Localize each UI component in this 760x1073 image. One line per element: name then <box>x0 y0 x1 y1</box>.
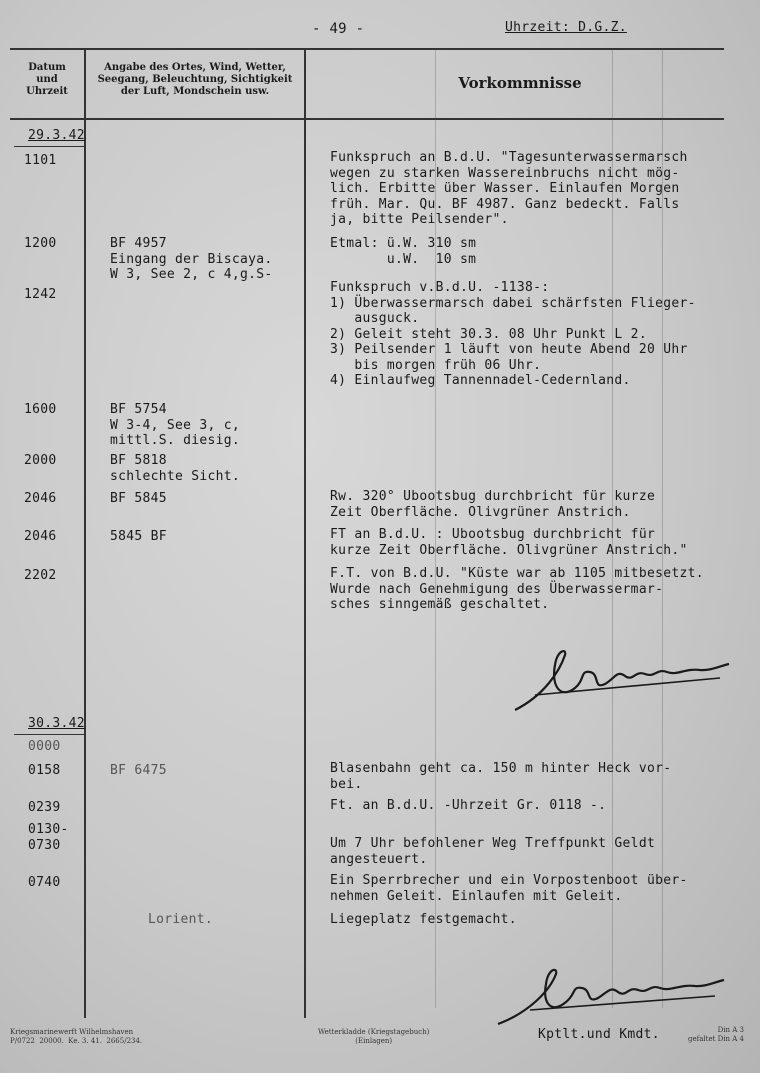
header-events: Vorkommnisse <box>458 74 582 92</box>
entry-date: 30.3.42 <box>28 716 85 731</box>
entry-time: 0740 <box>28 875 61 890</box>
entry-time: 1242 <box>24 287 57 302</box>
entry-event: FT an B.d.U. : Ubootsbug durchbricht für kurze Zeit Oberfläche. Olivgrüner Anstrich." <box>330 527 688 558</box>
footer-printer-note: Kriegsmarinewerft Wilhelmshaven P/0722 20000. Ke. 3. 41. 2665/234. <box>10 1028 143 1045</box>
entry-event: Funkspruch v.B.d.U. -1138-: 1) Überwassermarsch dabei schärfsten Flieger- ausguck. 2) Geleit steht 30.3. 08 Uhr Punkt L 2. 3) Peilsender 1 läuft von heute Abend 20 Uhr bis morgen früh 06 Uhr. 4) Einlaufweg Tannennadel-Cedernland. <box>330 280 696 388</box>
column-divider-2 <box>304 48 306 1018</box>
entry-time: 2046 <box>24 529 57 544</box>
header-bottom-rule <box>10 118 724 120</box>
footer-paper-size: Din A 3 gefaltet Din A 4 <box>688 1026 744 1043</box>
signature-caption: Kptlt.und Kmdt. <box>538 1027 660 1042</box>
entry-event: Ft. an B.d.U. -Uhrzeit Gr. 0118 -. <box>330 798 607 813</box>
entry-time: 2202 <box>24 568 57 583</box>
header-date-time: Datum und Uhrzeit <box>26 62 68 97</box>
entry-place-weather: BF 5845 <box>110 491 167 506</box>
page-number: - 49 - <box>312 21 365 37</box>
table-top-rule <box>10 48 724 50</box>
entry-event: Etmal: ü.W. 310 sm u.W. 10 sm <box>330 236 477 267</box>
entry-event: F.T. von B.d.U. "Küste war ab 1105 mitbesetzt. Wurde nach Genehmigung des Überwassermar- sches sinngemäß geschaltet. <box>330 566 704 612</box>
entry-event: Um 7 Uhr befohlener Weg Treffpunkt Geldt angesteuert. <box>330 836 656 867</box>
column-divider-1 <box>84 48 86 1018</box>
entry-time: 1200 <box>24 236 57 251</box>
header-location-weather: Angabe des Ortes, Wind, Wetter, Seegang, Beleuchtung, Sichtigkeit der Luft, Mondschein usw. <box>97 62 293 97</box>
entry-place-weather: BF 4957 Eingang der Biscaya. W 3, See 2, c 4,g.S- <box>110 236 273 282</box>
entry-place-weather: BF 5754 W 3-4, See 3, c, mittl.S. diesig. <box>110 402 241 448</box>
entry-date: 29.3.42 <box>28 128 85 143</box>
entry-event: Liegeplatz festgemacht. <box>330 912 517 927</box>
entry-time: 2046 <box>24 491 57 506</box>
entry-time: 0000 <box>28 739 61 754</box>
entry-event: Ein Sperrbrecher und ein Vorpostenboot über- nehmen Geleit. Einlaufen mit Geleit. <box>330 873 688 904</box>
entry-time: 0130- 0730 <box>28 822 69 853</box>
entry-time: 0239 <box>28 800 61 815</box>
entry-time: 0158 <box>28 763 61 778</box>
date-rule <box>14 734 86 735</box>
footer-form-title: Wetterkladde (Kriegstagebuch) (Einlagen) <box>318 1028 430 1045</box>
commander-signature <box>490 962 730 1032</box>
entry-event: Blasenbahn geht ca. 150 m hinter Heck vor- bei. <box>330 761 672 792</box>
entry-place-weather: BF 5818 schlechte Sicht. <box>110 453 241 484</box>
entry-place-weather: Lorient. <box>148 912 214 927</box>
entry-place-weather: 5845 BF <box>110 529 167 544</box>
entry-time: 1600 <box>24 402 57 417</box>
entry-place-weather: BF 6475 <box>110 763 167 778</box>
commander-signature <box>505 640 735 720</box>
entry-time: 1101 <box>24 153 57 168</box>
entry-time: 2000 <box>24 453 57 468</box>
entry-event: Rw. 320° Ubootsbug durchbricht für kurze Zeit Oberfläche. Olivgrüner Anstrich. <box>330 489 656 520</box>
entry-event: Funkspruch an B.d.U. "Tagesunterwassermarsch wegen zu starken Wassereinbruchs nicht mög- lich. Erbitte über Wasser. Einlaufen Morgen früh. Mar. Qu. BF 4987. Ganz bedeckt. Falls ja, bitte Peilsender". <box>330 150 688 227</box>
time-zone-label: Uhrzeit: D.G.Z. <box>505 20 627 35</box>
date-rule <box>14 146 86 147</box>
